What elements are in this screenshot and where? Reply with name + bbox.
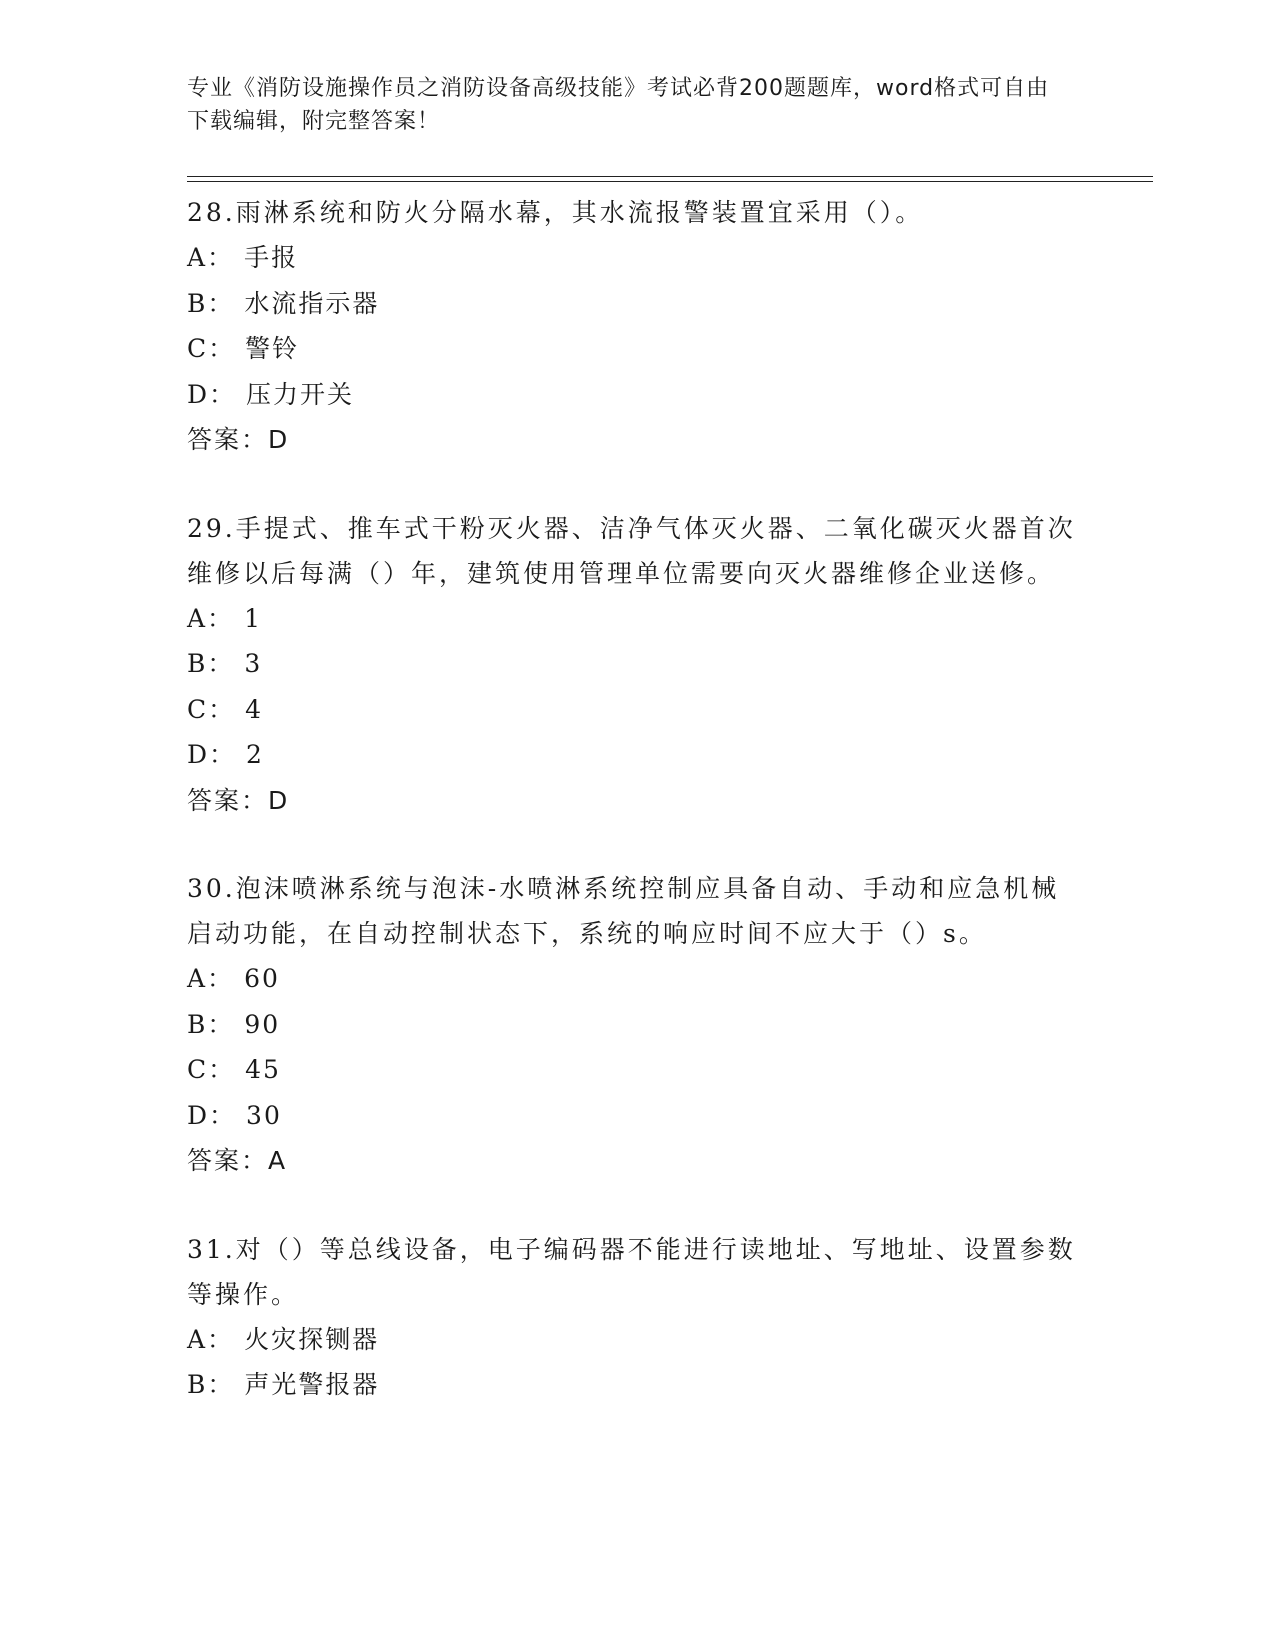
option-value: 水流指示器	[244, 288, 380, 318]
option-value: 45	[245, 1055, 281, 1084]
option-b	[187, 1002, 1087, 1048]
option-a	[187, 956, 1087, 1002]
header-divider-bottom	[187, 181, 1153, 182]
document-header: 专业《消防设施操作员之消防设备高级技能》考试必背200题题库，word格式可自由下载编辑，附完整答案！	[187, 76, 1050, 134]
option-c	[187, 1047, 1087, 1093]
option-d	[187, 372, 1087, 418]
option-b	[187, 281, 1087, 327]
option-d	[187, 732, 1087, 778]
option-value: 火灾探铡器	[244, 1324, 380, 1354]
option-key: B：	[187, 1370, 235, 1399]
answer-line: 答案：D	[187, 785, 290, 815]
option-b	[187, 1362, 1087, 1408]
option-d	[187, 1093, 1087, 1139]
option-c	[187, 326, 1087, 372]
question-list	[187, 190, 1087, 1451]
option-key: D：	[187, 1100, 237, 1130]
option-key: D：	[187, 379, 237, 409]
option-key: A：	[187, 243, 235, 272]
option-value: 压力开关	[246, 379, 355, 409]
option-value: 2	[246, 740, 264, 769]
question-29	[187, 506, 1087, 824]
option-b	[187, 641, 1087, 687]
option-value: 4	[245, 694, 264, 724]
option-key: B：	[187, 288, 235, 318]
option-key: C：	[187, 694, 236, 724]
option-key: B：	[187, 1009, 235, 1039]
option-value: 1	[244, 603, 262, 633]
question-text: 28.雨淋系统和防火分隔水幕，其水流报警装置宜采用（）。	[187, 198, 924, 227]
option-a	[187, 235, 1087, 281]
option-c	[187, 687, 1087, 733]
option-a	[187, 1317, 1087, 1363]
answer-line: 答案：D	[187, 425, 290, 454]
option-key: A：	[187, 1324, 235, 1354]
option-value: 90	[244, 1009, 281, 1039]
option-key: C：	[187, 1055, 236, 1084]
question-31	[187, 1227, 1087, 1408]
option-value: 3	[244, 649, 263, 678]
question-text: 29.手提式、推车式干粉灭火器、洁净气体灭火器、二氧化碳灭火器首次维修以后每满（）年，建筑使用管理单位需要向灭火器维修企业送修。	[187, 513, 1076, 588]
option-key: A：	[187, 964, 235, 993]
option-key: A：	[187, 603, 235, 633]
question-text: 31.对（）等总线设备，电子编码器不能进行读地址、写地址、设置参数等操作。	[187, 1234, 1076, 1309]
header-divider-top	[187, 176, 1153, 177]
question-28	[187, 190, 1087, 463]
option-a	[187, 596, 1087, 642]
question-30	[187, 866, 1087, 1184]
option-value: 警铃	[245, 334, 300, 363]
option-value: 手报	[244, 243, 299, 272]
option-value: 30	[246, 1100, 282, 1130]
option-key: D：	[187, 740, 237, 769]
option-value: 60	[244, 964, 280, 993]
answer-line: 答案：A	[187, 1146, 288, 1175]
option-value: 声光警报器	[244, 1370, 380, 1399]
question-text: 30.泡沫喷淋系统与泡沫-水喷淋系统控制应具备自动、手动和应急机械启动功能，在自动控制状态下，系统的响应时间不应大于（）s。	[187, 874, 1060, 948]
option-key: B：	[187, 649, 235, 678]
option-key: C：	[187, 334, 236, 363]
